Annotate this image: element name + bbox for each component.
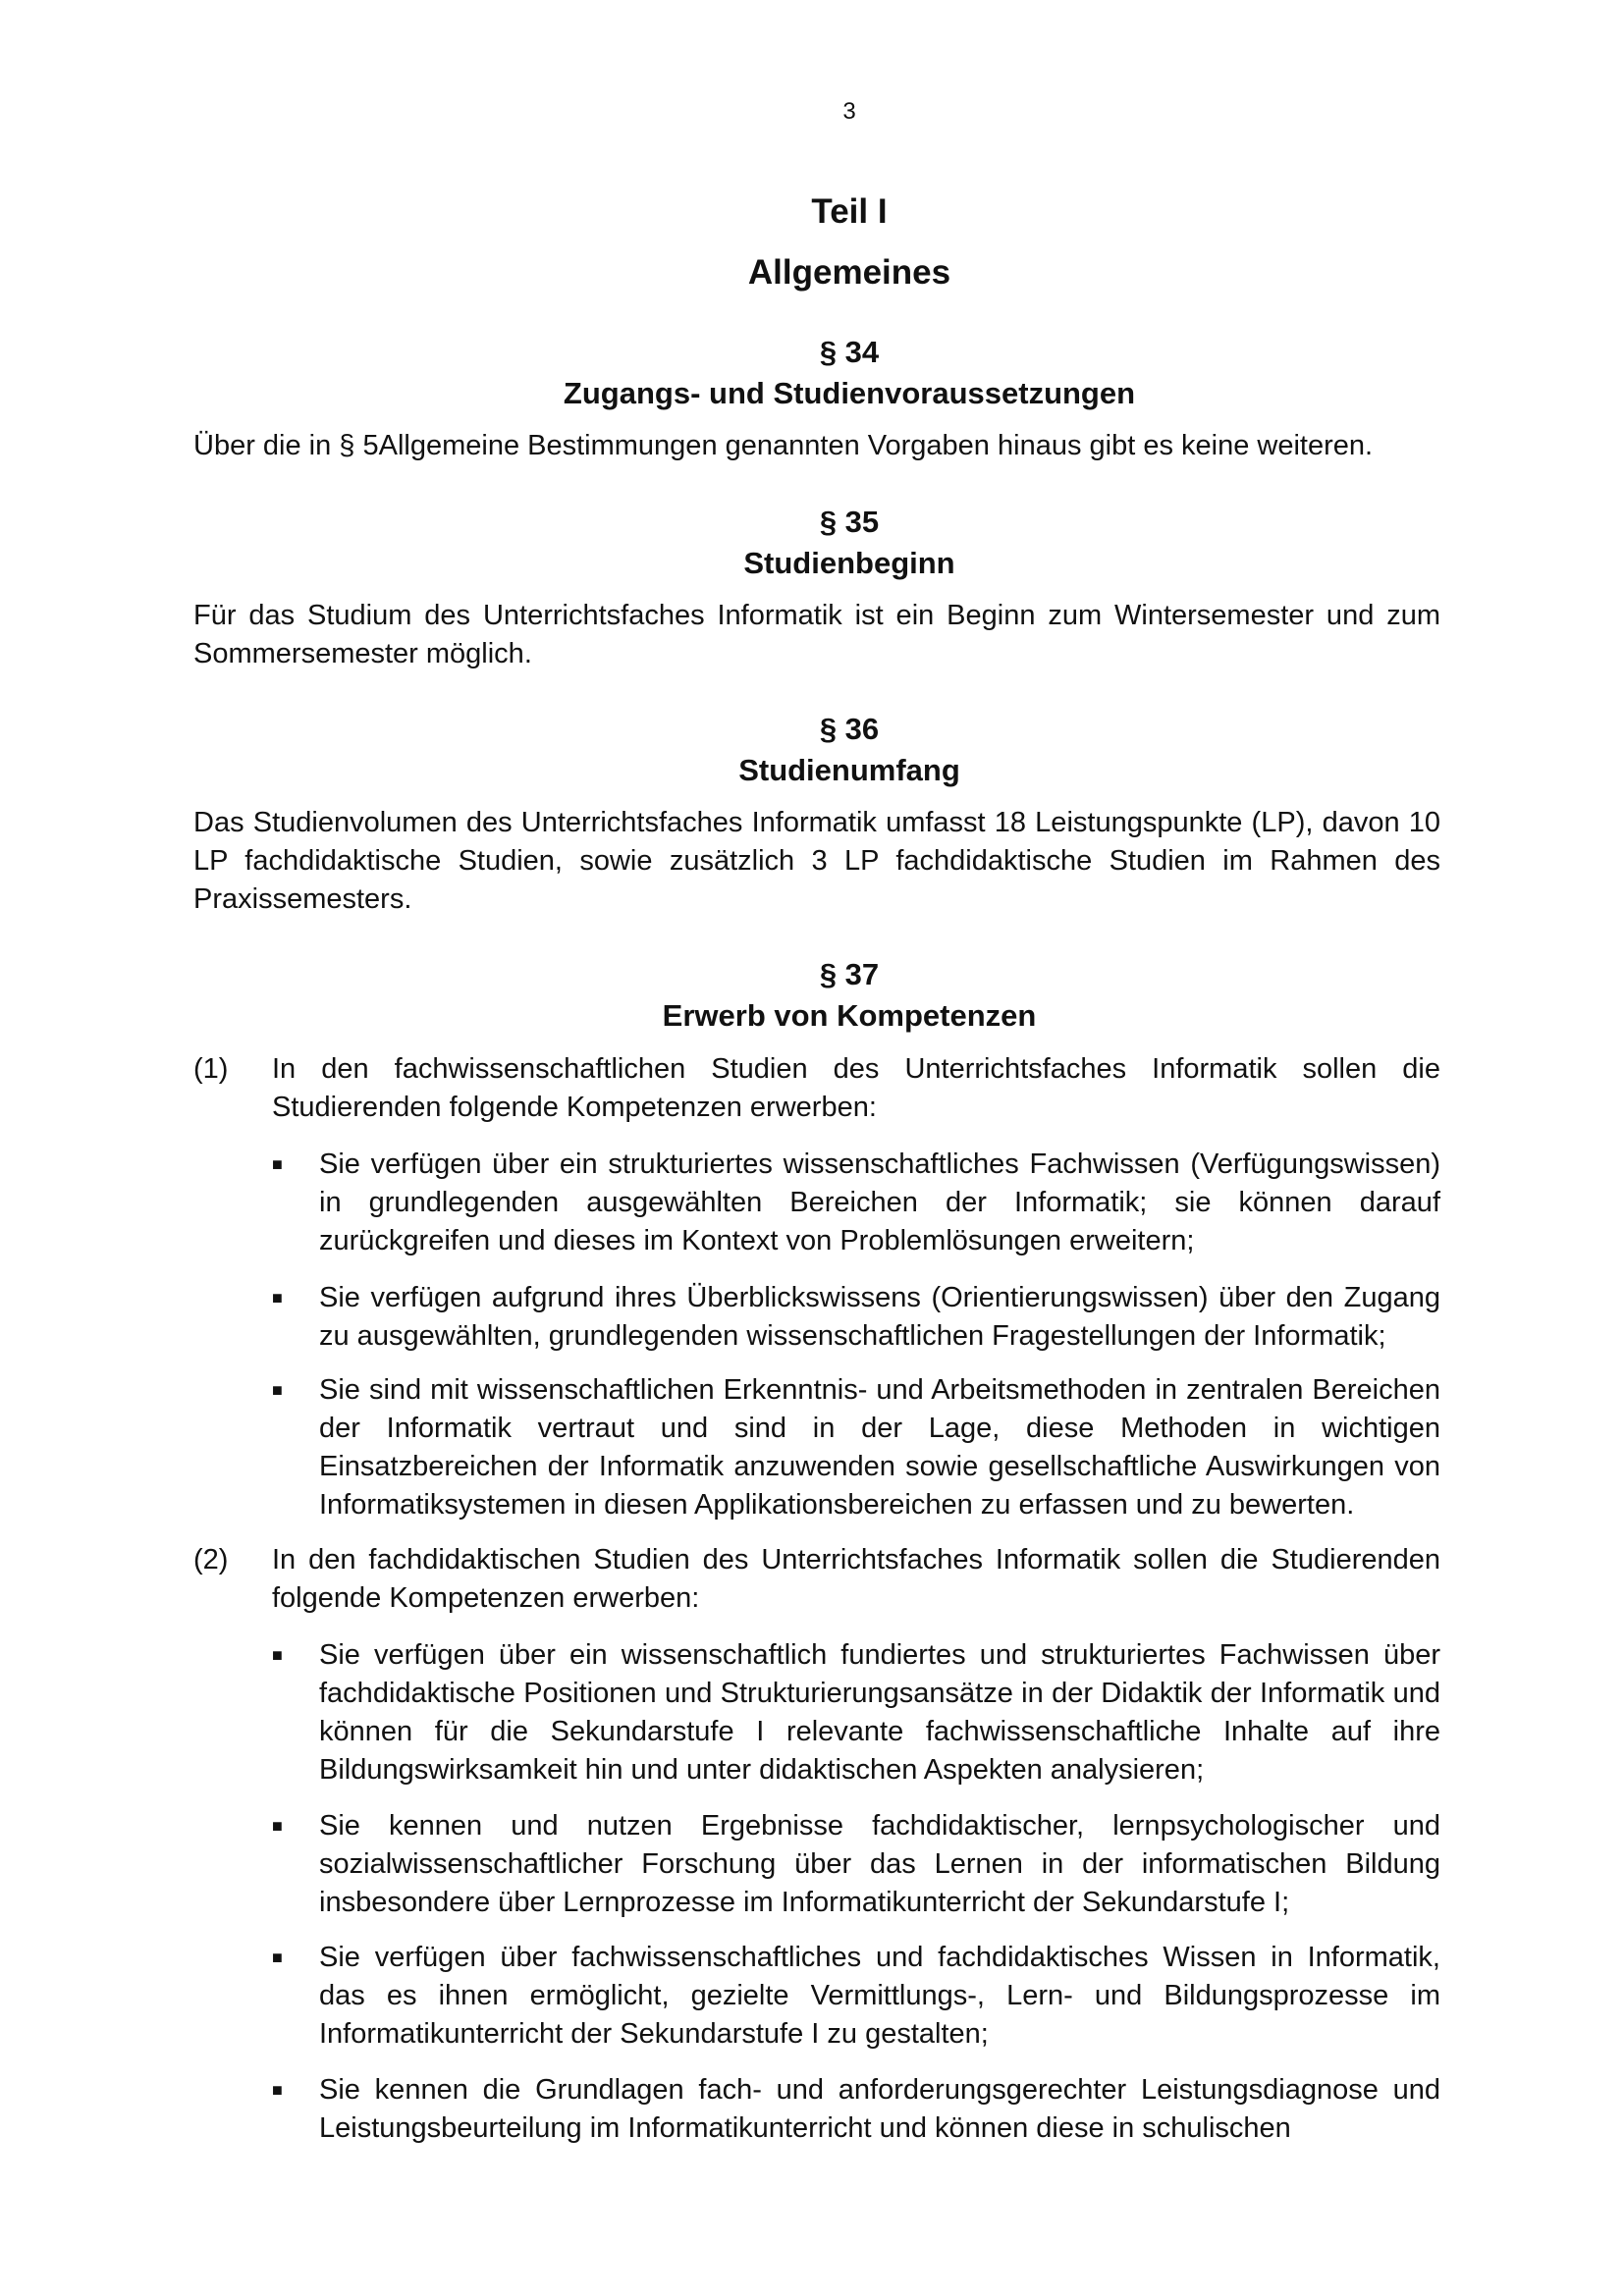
bullet-square-icon: ■ — [272, 1645, 283, 1665]
section-36-text: Das Studienvolumen des Unterrichtsfaches Informatik umfasst 18 Leistungspunkte (LP), davon 10 LP fachdidaktische Studien, sowie zusätzlich 3 LP fachdidaktische Studien im Rahmen des Praxissemesters. — [193, 807, 1440, 915]
bullet-text: Sie verfügen aufgrund ihres Überblickswissens (Orientierungswissen) über den Zugang zu ausgewählten, grundlegenden wissenschaftlichen Fragestellungen der Informatik; — [319, 1282, 1440, 1352]
bullet-item — [272, 1146, 1440, 1260]
bullet-text: Sie verfügen über ein strukturiertes wissenschaftliches Fachwissen (Verfügungswissen) in grundlegenden ausgewählten Bereichen der Informatik; sie können darauf zurückgreifen und dieses im Kontext von Problemlösungen erweitern; — [319, 1148, 1440, 1256]
bullet-item — [272, 1807, 1440, 1922]
bullet-square-icon: ■ — [272, 1380, 283, 1400]
bullet-square-icon: ■ — [272, 1816, 283, 1836]
section-35-text: Für das Studium des Unterrichtsfaches Informatik ist ein Beginn zum Wintersemester und zum Sommersemester möglich. — [193, 600, 1440, 669]
list-item-2 — [193, 1541, 1440, 1618]
section-37-number: § 37 — [819, 957, 880, 991]
bullet-square-icon: ■ — [272, 1154, 283, 1174]
section-36-number: § 36 — [819, 712, 880, 746]
item-text: In den fachdidaktischen Studien des Unterrichtsfaches Informatik sollen die Studierenden folgende Kompetenzen erwerben: — [272, 1544, 1440, 1614]
section-36-title: Studienumfang — [738, 753, 960, 787]
section-35-number: § 35 — [819, 505, 880, 539]
page-number: 3 — [842, 98, 856, 125]
section-37-title: Erwerb von Kompetenzen — [662, 998, 1037, 1033]
section-34-title: Zugangs- und Studienvoraussetzungen — [563, 376, 1136, 410]
part-subtitle: Allgemeines — [747, 253, 951, 292]
bullet-item — [272, 1371, 1440, 1524]
section-34-number: § 34 — [819, 335, 880, 369]
item-number: (1) — [193, 1053, 229, 1085]
bullet-square-icon: ■ — [272, 1288, 283, 1308]
bullet-text: Sie verfügen über ein wissenschaftlich fundiertes und strukturiertes Fachwissen über fachdidaktische Positionen und Strukturierungsansätze in der Didaktik der Informatik und können für die Sekundarstufe I relevante fachwissenschaftliche Inhalte auf ihre Bildungswirksamkeit hin und unter didaktischen Aspekten analysieren; — [319, 1639, 1440, 1786]
item-number: (2) — [193, 1544, 229, 1575]
bullet-item — [272, 1279, 1440, 1356]
bullet-item — [272, 2071, 1440, 2148]
item-text: In den fachwissenschaftlichen Studien des Unterrichtsfaches Informatik sollen die Studierenden folgende Kompetenzen erwerben: — [272, 1053, 1440, 1123]
part-title: Teil I — [811, 192, 888, 231]
list-item-1 — [193, 1050, 1440, 1127]
bullet-square-icon: ■ — [272, 1948, 283, 1967]
bullet-item — [272, 1939, 1440, 2054]
bullet-item — [272, 1636, 1440, 1789]
bullet-text: Sie kennen die Grundlagen fach- und anforderungsgerechter Leistungsdiagnose und Leistungsbeurteilung im Informatikunterricht und können diese in schulischen — [319, 2074, 1440, 2144]
bullet-text: Sie kennen und nutzen Ergebnisse fachdidaktischer, lernpsychologischer und sozialwissenschaftlicher Forschung über das Lernen in der informatischen Bildung insbesondere über Lernprozesse im Informatikunterricht der Sekundarstufe I; — [319, 1810, 1440, 1918]
section-34-text: Über die in § 5Allgemeine Bestimmungen genannten Vorgaben hinaus gibt es keine weiteren. — [193, 430, 1374, 461]
bullet-text: Sie verfügen über fachwissenschaftliches und fachdidaktisches Wissen in Informatik, das es ihnen ermöglicht, gezielte Vermittlungs-, Lern- und Bildungsprozesse im Informatikunterricht der Sekundarstufe I zu gestalten; — [319, 1942, 1440, 2050]
bullet-text: Sie sind mit wissenschaftlichen Erkenntnis- und Arbeitsmethoden in zentralen Bereichen der Informatik vertraut und sind in der Lage, diese Methoden in wichtigen Einsatzbereichen der Informatik anzuwenden sowie gesellschaftliche Auswirkungen von Informatiksystemen in diesen Applikationsbereichen zu erfassen und zu bewerten. — [319, 1374, 1440, 1521]
section-35-title: Studienbeginn — [743, 546, 955, 580]
bullet-square-icon: ■ — [272, 2080, 283, 2100]
